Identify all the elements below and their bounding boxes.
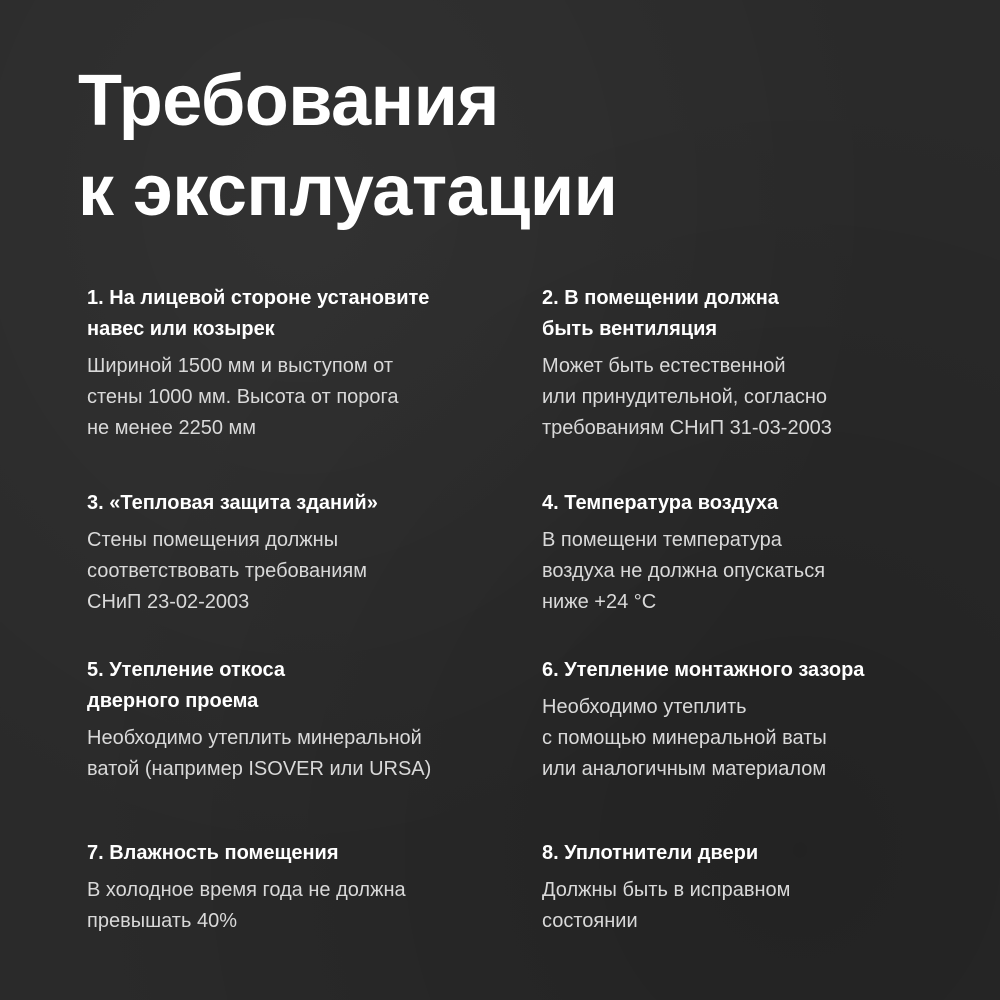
- page-title-line-2: к эксплуатации: [78, 151, 618, 231]
- requirement-item-5: [87, 655, 497, 785]
- requirement-item-3: [87, 488, 497, 618]
- requirement-item-6: [542, 655, 982, 785]
- requirement-item-2: [542, 283, 982, 444]
- requirement-heading: 4. Температура воздуха: [542, 492, 779, 514]
- requirement-text: Шириной 1500 мм и выступом от стены 1000 мм. Высота от порога не менее 2250 мм: [87, 355, 399, 439]
- requirement-heading: 8. Уплотнители двери: [542, 842, 759, 864]
- requirement-heading: 2. В помещении должна быть вентиляция: [542, 287, 779, 340]
- requirement-item-7: [87, 838, 497, 937]
- requirement-item-1: [87, 283, 497, 444]
- requirement-heading: 1. На лицевой стороне установите навес или козырек: [87, 287, 430, 340]
- requirement-text: Должны быть в исправном состоянии: [542, 879, 791, 932]
- requirement-heading: 3. «Тепловая защита зданий»: [87, 492, 378, 514]
- requirement-item-4: [542, 488, 982, 618]
- requirement-text: В холодное время года не должна превышать 40%: [87, 879, 406, 932]
- requirement-text: В помещени температура воздуха не должна опускаться ниже +24 °C: [542, 529, 826, 613]
- requirement-heading: 7. Влажность помещения: [87, 842, 339, 864]
- requirement-heading: 5. Утепление откоса дверного проема: [87, 659, 285, 712]
- requirement-text: Необходимо утеплить с помощью минеральной ваты или аналогичным материалом: [542, 696, 827, 780]
- page-title-line-1: Требования: [78, 61, 499, 141]
- requirement-text: Может быть естественной или принудительной, согласно требованиям СНиП 31-03-2003: [542, 355, 832, 439]
- page-title: [78, 56, 617, 236]
- requirement-text: Необходимо утеплить минеральной ватой (например ISOVER или URSA): [87, 727, 432, 780]
- requirement-heading: 6. Утепление монтажного зазора: [542, 659, 865, 681]
- requirement-text: Стены помещения должны соответствовать требованиям СНиП 23-02-2003: [87, 529, 367, 613]
- requirement-item-8: [542, 838, 982, 937]
